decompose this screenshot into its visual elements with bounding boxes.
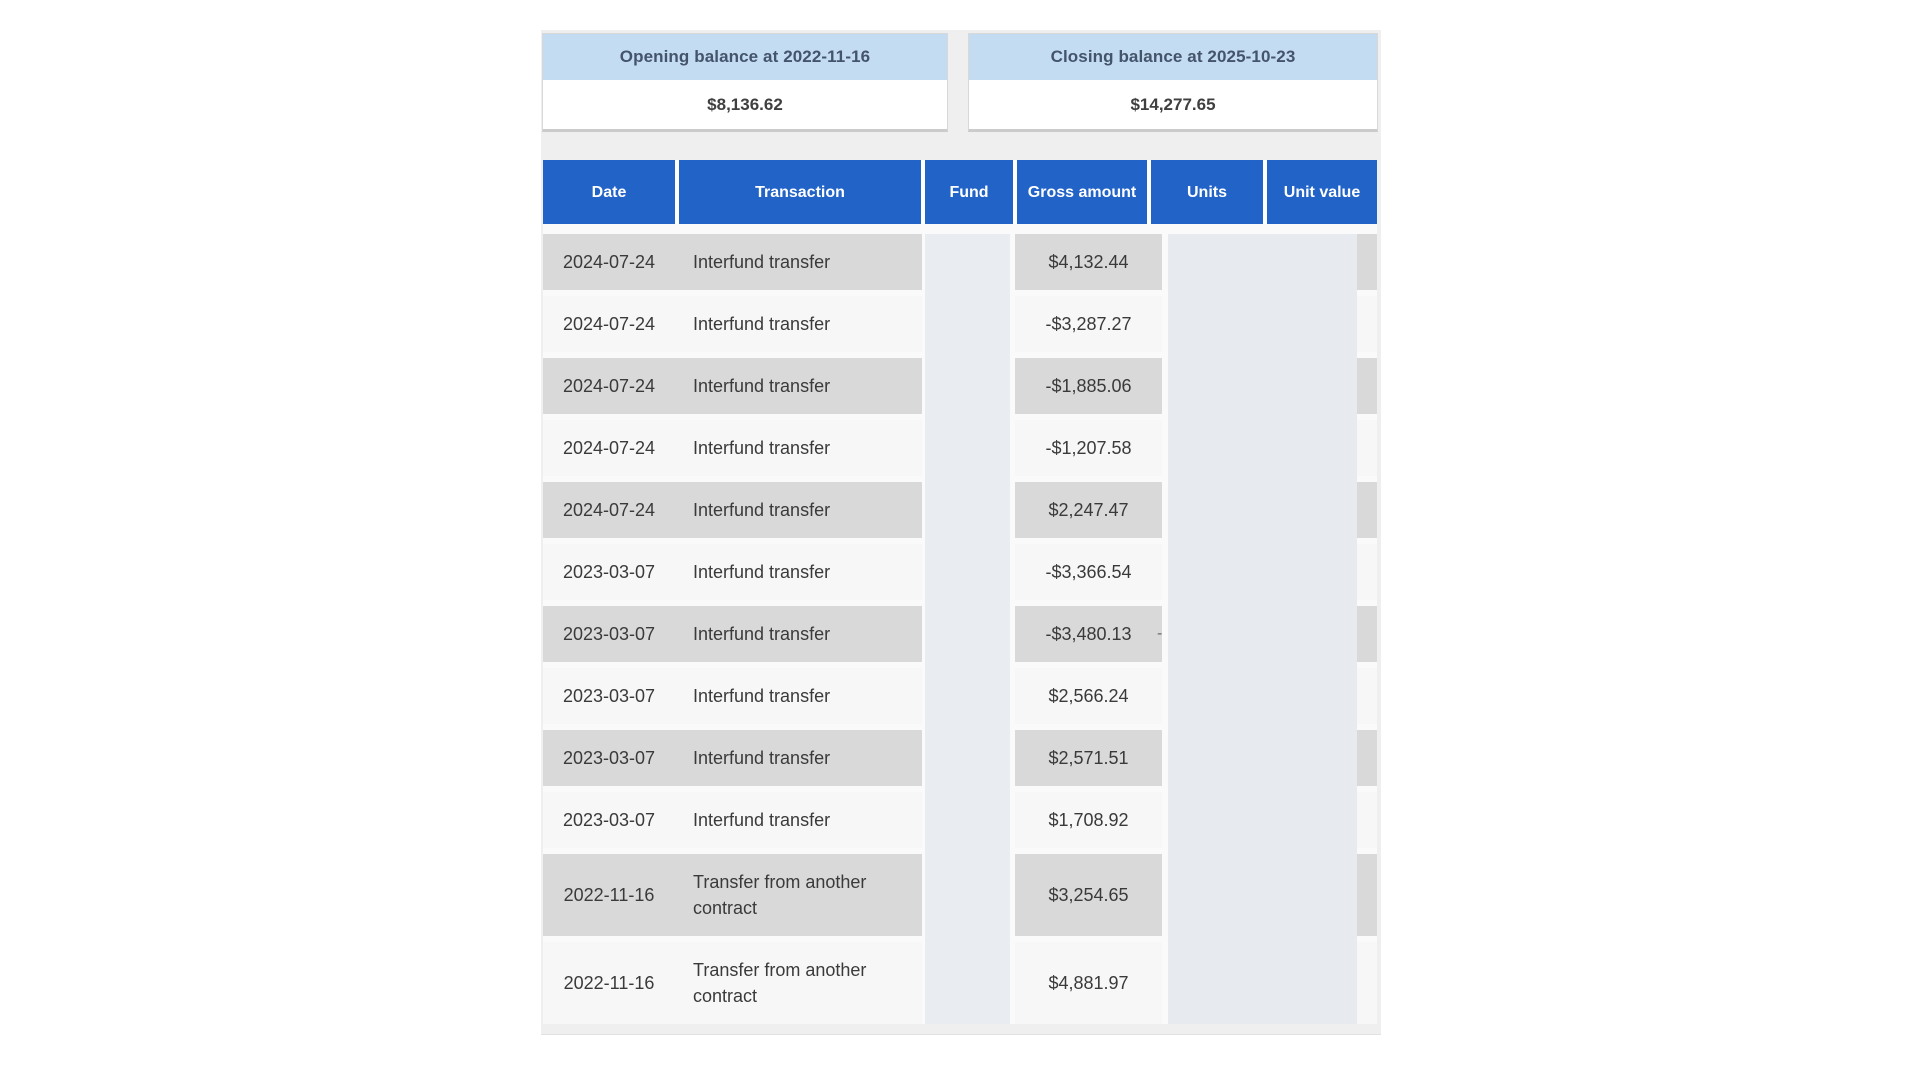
date-transaction-band — [543, 482, 922, 538]
table-row — [543, 606, 1377, 662]
opening-balance-title: Opening balance at 2022-11-16 — [543, 34, 947, 80]
date-cell: 2023-03-07 — [562, 747, 656, 768]
table-row — [543, 482, 1377, 538]
units-negative-sign-fragment: - — [1157, 625, 1163, 642]
units-cell — [1162, 544, 1357, 600]
unit-value-cell — [1357, 792, 1377, 848]
gross-amount-cell: -$3,366.54 — [1015, 544, 1162, 600]
fund-cell — [922, 668, 1015, 724]
unit-value-cell — [1357, 296, 1377, 352]
date-transaction-band — [543, 668, 922, 724]
fund-cell — [922, 358, 1015, 414]
table-row — [543, 234, 1377, 290]
gross-amount-cell: $2,247.47 — [1015, 482, 1162, 538]
column-header-units: Units — [1151, 160, 1263, 224]
fund-cell — [922, 854, 1015, 936]
date-transaction-band — [543, 296, 922, 352]
gross-amount-cell: -$1,885.06 — [1015, 358, 1162, 414]
units-cell — [1162, 668, 1357, 724]
units-cell — [1162, 482, 1357, 538]
gross-amount-cell: $1,708.92 — [1015, 792, 1162, 848]
table-row — [543, 792, 1377, 848]
column-header-unit-value: Unit value — [1267, 160, 1377, 224]
units-cell — [1162, 854, 1357, 936]
closing-balance-card — [968, 33, 1378, 132]
fund-cell — [922, 296, 1015, 352]
gross-amount-cell: $3,254.65 — [1015, 854, 1162, 936]
table-row — [543, 942, 1377, 1024]
units-cell — [1162, 792, 1357, 848]
transaction-cell: Interfund transfer — [693, 686, 831, 706]
date-cell: 2024-07-24 — [562, 313, 656, 334]
transaction-cell: Interfund transfer — [693, 438, 831, 458]
opening-balance-amount: $8,136.62 — [543, 80, 947, 129]
fund-cell — [922, 420, 1015, 476]
date-cell: 2022-11-16 — [563, 972, 655, 993]
unit-value-cell — [1357, 544, 1377, 600]
unit-value-cell — [1357, 668, 1377, 724]
table-row — [543, 668, 1377, 724]
date-transaction-band — [543, 234, 922, 290]
date-cell: 2024-07-24 — [562, 375, 656, 396]
unit-value-cell — [1357, 482, 1377, 538]
date-cell: 2024-07-24 — [562, 251, 656, 272]
table-row — [543, 854, 1377, 936]
column-header-gross-amount: Gross amount — [1017, 160, 1147, 224]
date-transaction-band — [543, 420, 922, 476]
fund-cell — [922, 942, 1015, 1024]
table-row — [543, 544, 1377, 600]
unit-value-cell — [1357, 730, 1377, 786]
units-cell — [1162, 606, 1357, 662]
units-cell — [1162, 234, 1357, 290]
column-header-transaction: Transaction — [679, 160, 921, 224]
fund-cell — [922, 544, 1015, 600]
date-transaction-band — [543, 792, 922, 848]
units-cell — [1162, 358, 1357, 414]
opening-balance-card — [542, 33, 948, 132]
transaction-cell: Transfer from another contract — [693, 872, 867, 918]
table-header-row — [543, 160, 1377, 224]
table-row — [543, 358, 1377, 414]
gross-amount-cell: $2,571.51 — [1015, 730, 1162, 786]
units-cell — [1162, 296, 1357, 352]
gross-amount-cell: $2,566.24 — [1015, 668, 1162, 724]
date-cell: 2023-03-07 — [562, 685, 656, 706]
fund-cell — [922, 730, 1015, 786]
transaction-cell: Interfund transfer — [693, 376, 831, 396]
table-row — [543, 420, 1377, 476]
date-cell: 2023-03-07 — [562, 561, 656, 582]
units-cell — [1162, 730, 1357, 786]
date-transaction-band — [543, 358, 922, 414]
date-cell: 2023-03-07 — [562, 623, 656, 644]
fund-cell — [922, 606, 1015, 662]
unit-value-cell — [1357, 234, 1377, 290]
table-body — [543, 224, 1377, 1024]
date-transaction-band — [543, 544, 922, 600]
transaction-cell: Interfund transfer — [693, 624, 831, 644]
fund-cell — [922, 482, 1015, 538]
gross-amount-cell: -$3,480.13 — [1015, 606, 1162, 662]
unit-value-cell — [1357, 420, 1377, 476]
transaction-cell: Interfund transfer — [693, 562, 831, 582]
date-transaction-band — [543, 854, 922, 936]
units-cell — [1162, 942, 1357, 1024]
date-cell: 2023-03-07 — [562, 809, 656, 830]
date-cell: 2024-07-24 — [562, 499, 656, 520]
transaction-cell: Transfer from another contract — [693, 960, 867, 1006]
units-cell — [1162, 420, 1357, 476]
fund-cell — [922, 792, 1015, 848]
closing-balance-amount: $14,277.65 — [969, 80, 1377, 129]
date-cell: 2024-07-24 — [562, 437, 656, 458]
closing-balance-title: Closing balance at 2025-10-23 — [969, 34, 1377, 80]
table-row — [543, 730, 1377, 786]
column-header-fund: Fund — [925, 160, 1013, 224]
gross-amount-cell: -$3,287.27 — [1015, 296, 1162, 352]
unit-value-cell — [1357, 942, 1377, 1024]
gross-amount-cell: $4,132.44 — [1015, 234, 1162, 290]
column-header-date: Date — [543, 160, 675, 224]
date-transaction-band — [543, 730, 922, 786]
transaction-cell: Interfund transfer — [693, 314, 831, 334]
transaction-cell: Interfund transfer — [693, 500, 831, 520]
unit-value-cell — [1357, 606, 1377, 662]
date-cell: 2022-11-16 — [563, 884, 655, 905]
unit-value-cell — [1357, 358, 1377, 414]
transaction-cell: Interfund transfer — [693, 252, 831, 272]
date-transaction-band — [543, 606, 922, 662]
unit-value-cell — [1357, 854, 1377, 936]
date-transaction-band — [543, 942, 922, 1024]
fund-cell — [922, 234, 1015, 290]
transaction-cell: Interfund transfer — [693, 748, 831, 768]
gross-amount-cell: $4,881.97 — [1015, 942, 1162, 1024]
gross-amount-cell: -$1,207.58 — [1015, 420, 1162, 476]
transaction-cell: Interfund transfer — [693, 810, 831, 830]
table-row — [543, 296, 1377, 352]
